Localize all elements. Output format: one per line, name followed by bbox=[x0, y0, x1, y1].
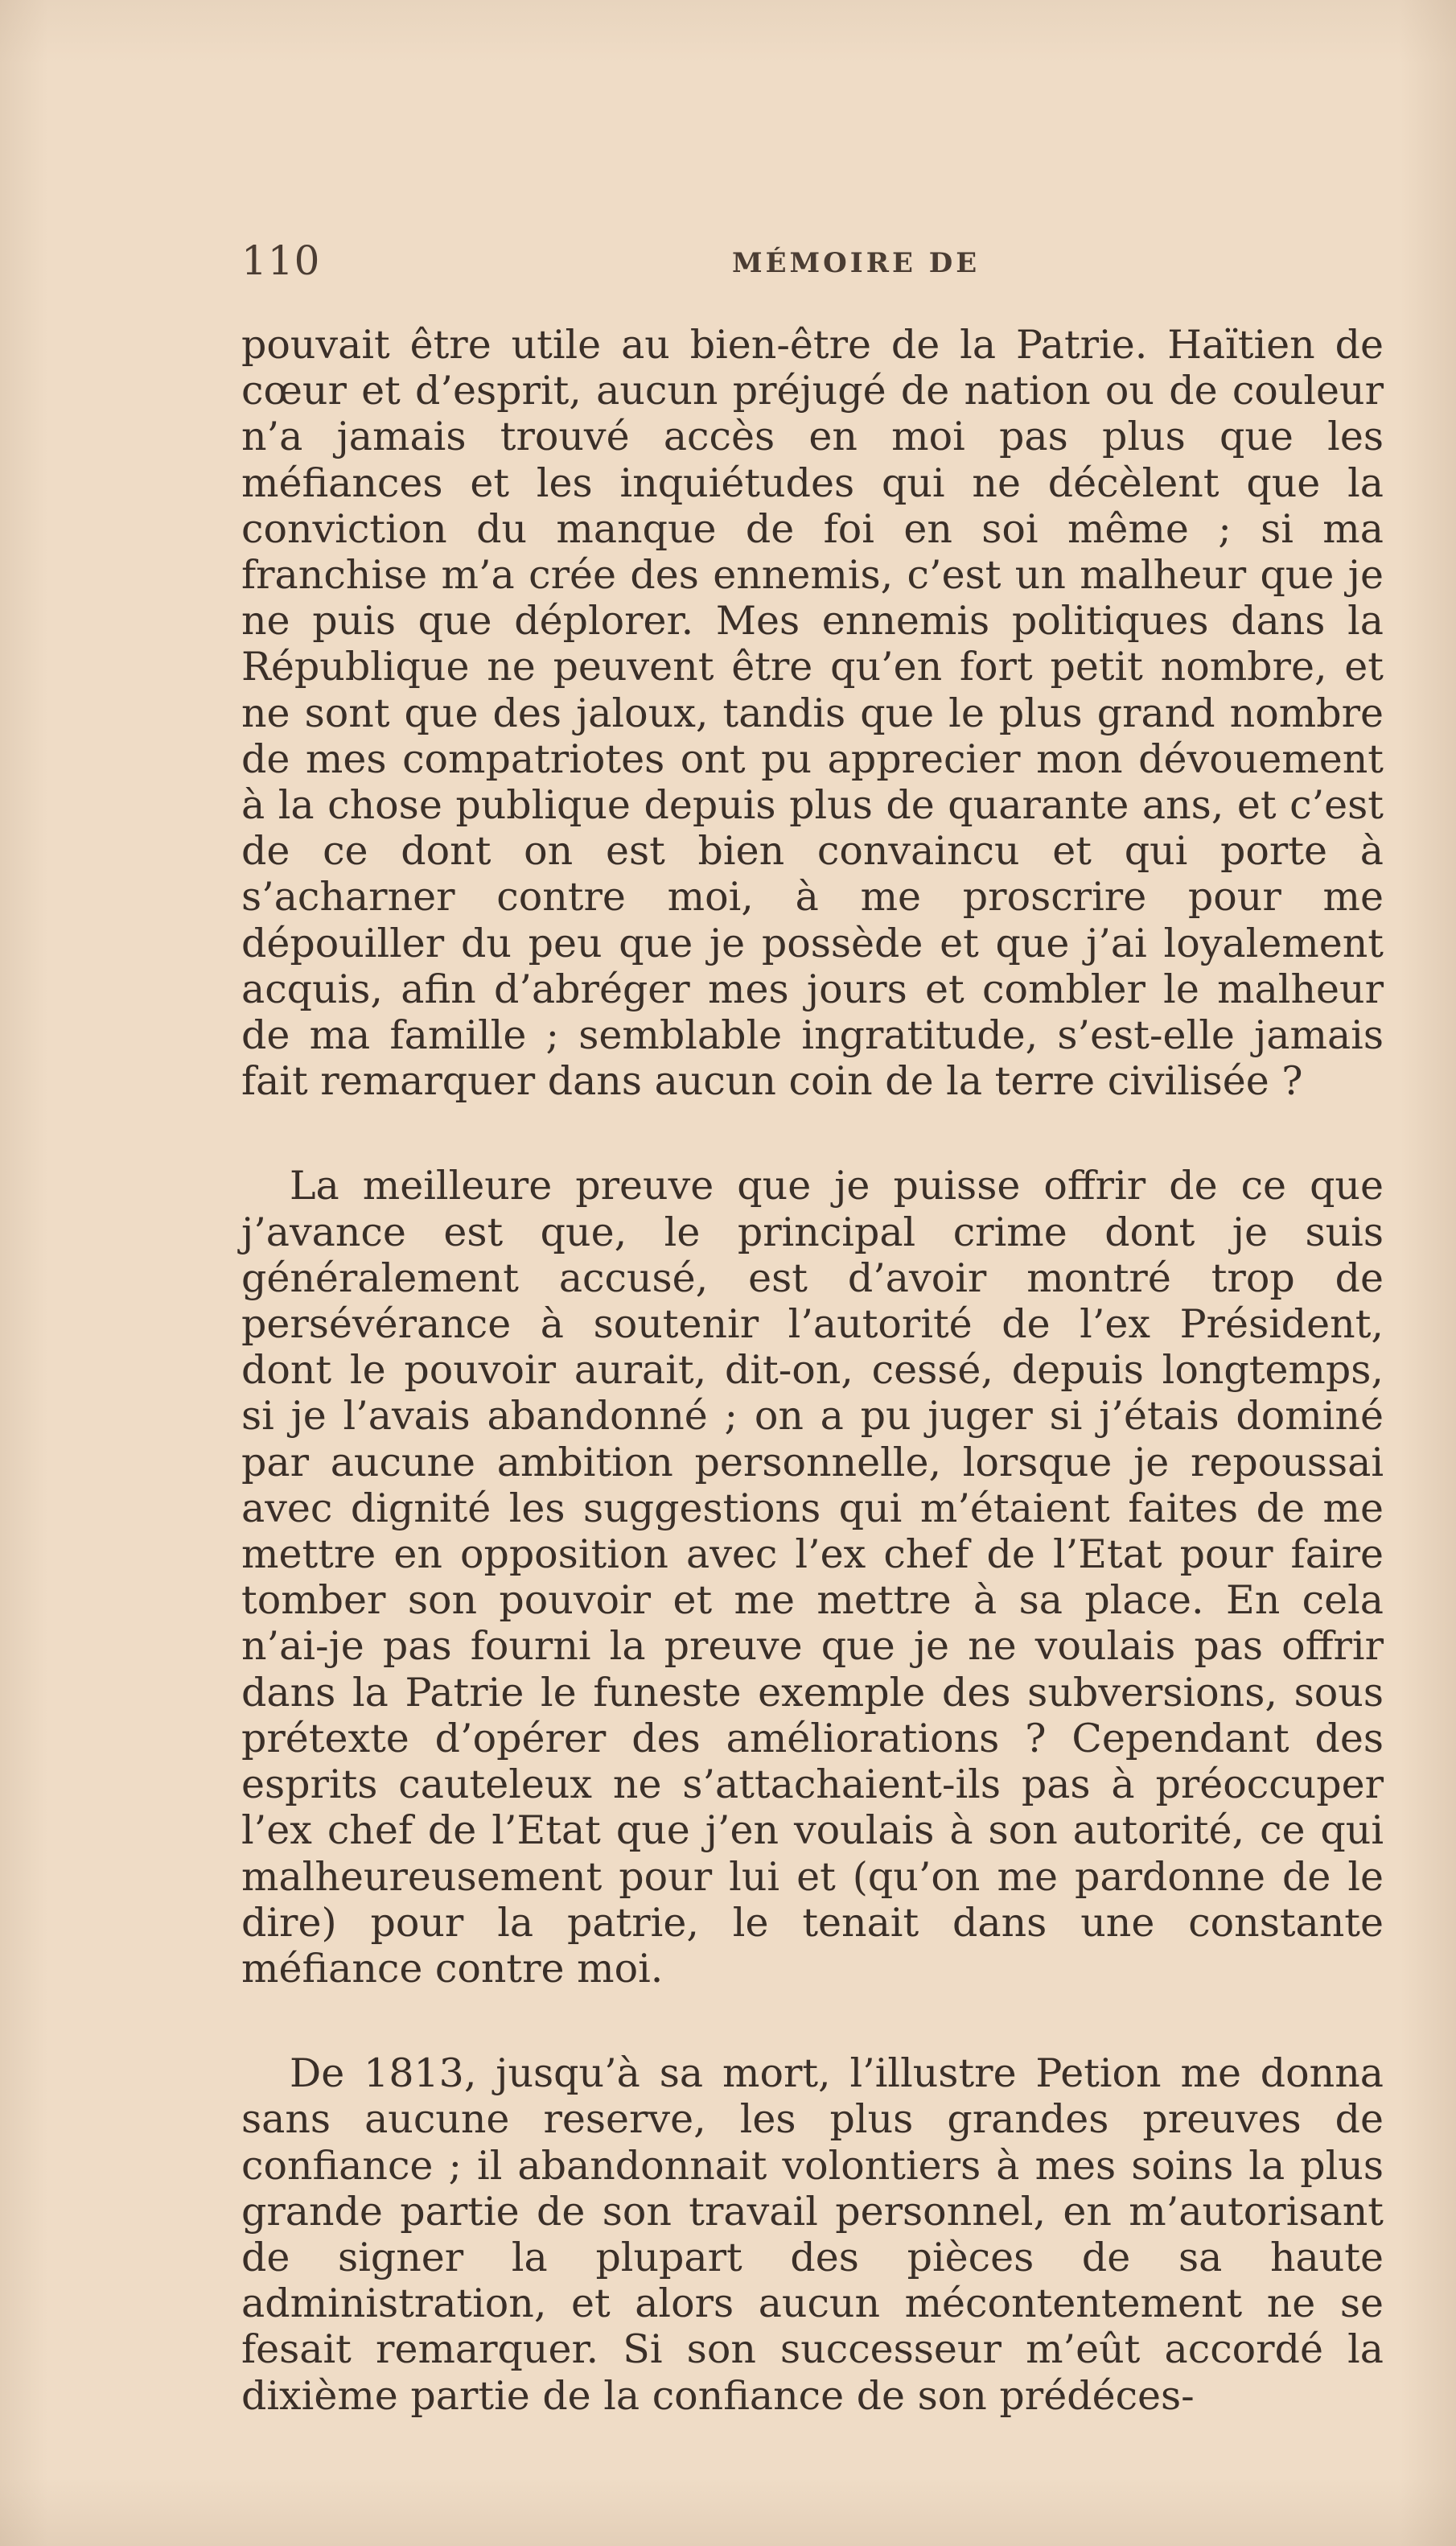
body-text bbox=[241, 322, 1384, 2419]
paragraph-1: pouvait être utile au bien-être de la Patrie. Haïtien de cœur et d’esprit, aucun préjugé de nation ou de couleur n’a jamais trouvé accès en moi pas plus que les méfiances et les inquiétudes qui ne décèlent que la conviction du manque de foi en soi même ; si ma franchise m’a crée des ennemis, c’est un malheur que je ne puis que déplorer. Mes ennemis politiques dans la République ne peuvent être qu’en fort petit nombre, et ne sont que des jaloux, tandis que le plus grand nombre de mes compatriotes ont pu apprecier mon dévouement à la chose publique depuis plus de quarante ans, et c’est de ce dont on est bien convaincu et qui porte à s’acharner contre moi, à me proscrire pour me dépouiller du peu que je possède et que j’ai loyalement acquis, afin d’abréger mes jours et combler le malheur de ma famille ; semblable ingratitude, s’est-elle jamais fait remarquer dans aucun coin de la terre civilisée ? bbox=[241, 322, 1384, 1105]
running-head: MÉMOIRE DE bbox=[732, 247, 981, 279]
paragraph-3: De 1813, jusqu’à sa mort, l’illustre Petion me donna sans aucune reserve, les plus grandes preuves de confiance ; il abandonnait volontiers à mes soins la plus grande partie de son travail personnel, en m’autorisant de signer la plupart des pièces de sa haute administration, et alors aucun mécontentement ne se fesait remarquer. Si son successeur m’eût accordé la dixième partie de la confiance de son prédéces- bbox=[241, 2050, 1384, 2419]
page-header bbox=[241, 237, 1384, 294]
page-number: 110 bbox=[241, 237, 321, 284]
paragraph-2: La meilleure preuve que je puisse offrir de ce que j’avance est que, le principal crime dont je suis généralement accusé, est d’avoir montré trop de persévérance à soutenir l’autorité de l’ex Président, dont le pouvoir aurait, dit-on, cessé, depuis longtemps, si je l’avais abandonné ; on a pu juger si j’étais dominé par aucune ambition personnelle, lorsque je repoussai avec dignité les suggestions qui m’étaient faites de me mettre en opposition avec l’ex chef de l’Etat pour faire tomber son pouvoir et me mettre à sa place. En cela n’ai-je pas fourni la preuve que je ne voulais pas offrir dans la Patrie le funeste exemple des subversions, sous prétexte d’opérer des améliorations ? Cependant des esprits cauteleux ne s’attachaient-ils pas à préoccuper l’ex chef de l’Etat que j’en voulais à son autorité, ce qui malheureusement pour lui et (qu’on me pardonne de le dire) pour la patrie, le tenait dans une constante méfiance contre moi. bbox=[241, 1163, 1384, 1992]
